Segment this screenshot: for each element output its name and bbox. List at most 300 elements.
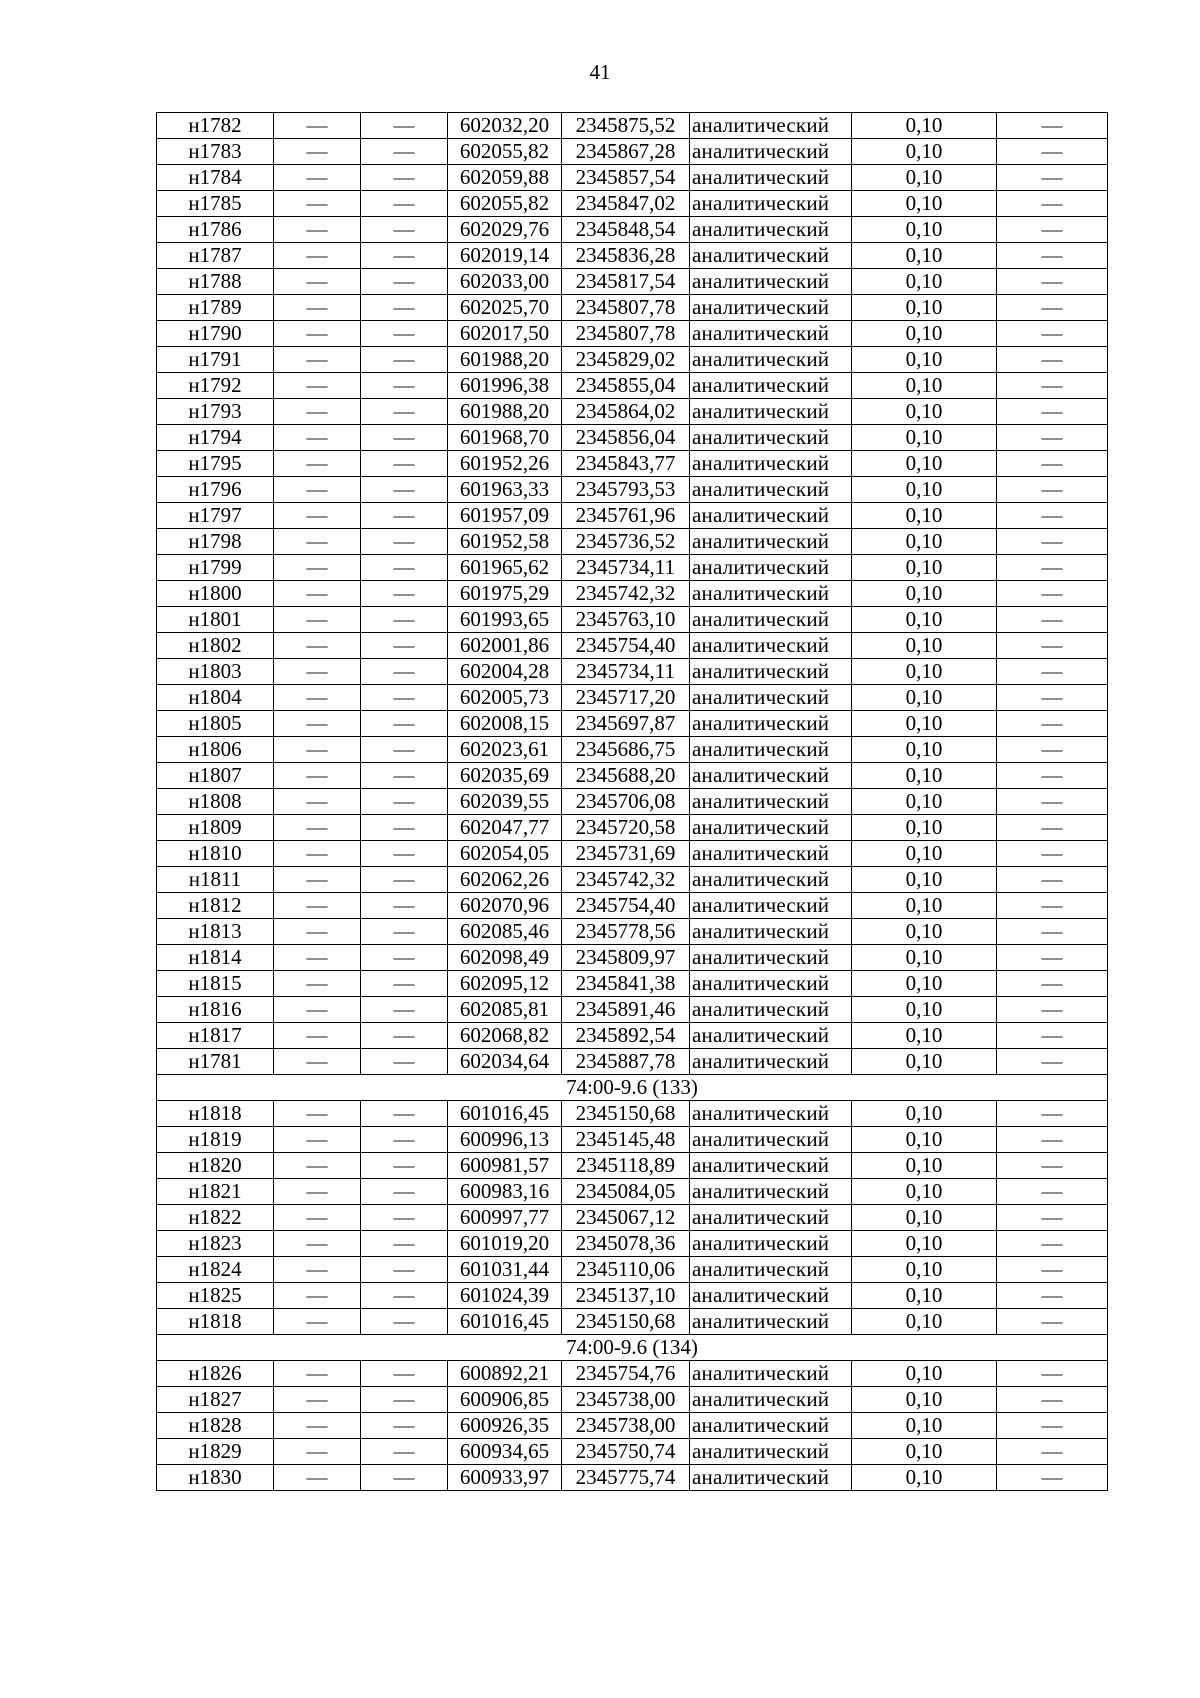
old-x-cell: — [274, 1179, 361, 1205]
x-coordinate-cell: 602025,70 [448, 295, 562, 321]
old-y-cell: — [361, 243, 448, 269]
y-coordinate-cell: 2345145,48 [562, 1127, 690, 1153]
x-coordinate-cell: 601975,29 [448, 581, 562, 607]
y-coordinate-cell: 2345688,20 [562, 763, 690, 789]
table-row [157, 711, 1108, 737]
old-x-cell: — [274, 321, 361, 347]
method-cell: аналитический [690, 997, 852, 1023]
accuracy-cell: 0,10 [852, 1387, 997, 1413]
old-x-cell: — [274, 919, 361, 945]
x-coordinate-cell: 602085,81 [448, 997, 562, 1023]
old-x-cell: — [274, 789, 361, 815]
x-coordinate-cell: 601988,20 [448, 347, 562, 373]
description-cell: — [997, 347, 1108, 373]
point-id-cell: н1806 [157, 737, 274, 763]
table-row [157, 425, 1108, 451]
description-cell: — [997, 1101, 1108, 1127]
old-y-cell: — [361, 789, 448, 815]
table-row [157, 1309, 1108, 1335]
table-row [157, 243, 1108, 269]
old-y-cell: — [361, 295, 448, 321]
y-coordinate-cell: 2345078,36 [562, 1231, 690, 1257]
table-row [157, 1257, 1108, 1283]
method-cell: аналитический [690, 685, 852, 711]
y-coordinate-cell: 2345734,11 [562, 659, 690, 685]
y-coordinate-cell: 2345754,76 [562, 1361, 690, 1387]
y-coordinate-cell: 2345891,46 [562, 997, 690, 1023]
accuracy-cell: 0,10 [852, 373, 997, 399]
coordinates-table [156, 112, 1108, 1491]
accuracy-cell: 0,10 [852, 1361, 997, 1387]
point-id-cell: н1830 [157, 1465, 274, 1491]
old-y-cell: — [361, 1205, 448, 1231]
accuracy-cell: 0,10 [852, 711, 997, 737]
x-coordinate-cell: 601031,44 [448, 1257, 562, 1283]
method-cell: аналитический [690, 1231, 852, 1257]
old-y-cell: — [361, 763, 448, 789]
point-id-cell: н1802 [157, 633, 274, 659]
accuracy-cell: 0,10 [852, 295, 997, 321]
table-row [157, 737, 1108, 763]
x-coordinate-cell: 602062,26 [448, 867, 562, 893]
table-row [157, 1153, 1108, 1179]
old-y-cell: — [361, 1309, 448, 1335]
old-x-cell: — [274, 243, 361, 269]
x-coordinate-cell: 601016,45 [448, 1309, 562, 1335]
description-cell: — [997, 321, 1108, 347]
old-x-cell: — [274, 217, 361, 243]
method-cell: аналитический [690, 425, 852, 451]
method-cell: аналитический [690, 1413, 852, 1439]
method-cell: аналитический [690, 1439, 852, 1465]
accuracy-cell: 0,10 [852, 1309, 997, 1335]
old-x-cell: — [274, 1257, 361, 1283]
table-row [157, 347, 1108, 373]
description-cell: — [997, 1127, 1108, 1153]
x-coordinate-cell: 602095,12 [448, 971, 562, 997]
old-y-cell: — [361, 373, 448, 399]
old-x-cell: — [274, 425, 361, 451]
accuracy-cell: 0,10 [852, 191, 997, 217]
table-row [157, 763, 1108, 789]
old-x-cell: — [274, 269, 361, 295]
accuracy-cell: 0,10 [852, 1231, 997, 1257]
y-coordinate-cell: 2345750,74 [562, 1439, 690, 1465]
x-coordinate-cell: 602034,64 [448, 1049, 562, 1075]
old-x-cell: — [274, 763, 361, 789]
x-coordinate-cell: 601996,38 [448, 373, 562, 399]
y-coordinate-cell: 2345778,56 [562, 919, 690, 945]
method-cell: аналитический [690, 451, 852, 477]
table-row [157, 503, 1108, 529]
description-cell: — [997, 1283, 1108, 1309]
old-y-cell: — [361, 581, 448, 607]
accuracy-cell: 0,10 [852, 1049, 997, 1075]
method-cell: аналитический [690, 945, 852, 971]
table-row [157, 581, 1108, 607]
description-cell: — [997, 1413, 1108, 1439]
x-coordinate-cell: 602054,05 [448, 841, 562, 867]
description-cell: — [997, 529, 1108, 555]
old-x-cell: — [274, 1153, 361, 1179]
accuracy-cell: 0,10 [852, 217, 997, 243]
y-coordinate-cell: 2345686,75 [562, 737, 690, 763]
point-id-cell: н1798 [157, 529, 274, 555]
page-number: 41 [589, 60, 611, 84]
table-row [157, 529, 1108, 555]
accuracy-cell: 0,10 [852, 503, 997, 529]
y-coordinate-cell: 2345892,54 [562, 1023, 690, 1049]
description-cell: — [997, 1361, 1108, 1387]
method-cell: аналитический [690, 1179, 852, 1205]
accuracy-cell: 0,10 [852, 1153, 997, 1179]
method-cell: аналитический [690, 1049, 852, 1075]
method-cell: аналитический [690, 711, 852, 737]
old-x-cell: — [274, 659, 361, 685]
table-row [157, 789, 1108, 815]
method-cell: аналитический [690, 217, 852, 243]
y-coordinate-cell: 2345720,58 [562, 815, 690, 841]
x-coordinate-cell: 602039,55 [448, 789, 562, 815]
method-cell: аналитический [690, 269, 852, 295]
description-cell: — [997, 581, 1108, 607]
table-row [157, 815, 1108, 841]
y-coordinate-cell: 2345150,68 [562, 1309, 690, 1335]
x-coordinate-cell: 602005,73 [448, 685, 562, 711]
x-coordinate-cell: 601952,58 [448, 529, 562, 555]
old-x-cell: — [274, 1023, 361, 1049]
x-coordinate-cell: 602059,88 [448, 165, 562, 191]
old-y-cell: — [361, 555, 448, 581]
x-coordinate-cell: 602098,49 [448, 945, 562, 971]
old-x-cell: — [274, 295, 361, 321]
old-y-cell: — [361, 1231, 448, 1257]
description-cell: — [997, 1465, 1108, 1491]
old-y-cell: — [361, 1465, 448, 1491]
old-x-cell: — [274, 1413, 361, 1439]
point-id-cell: н1812 [157, 893, 274, 919]
accuracy-cell: 0,10 [852, 659, 997, 685]
x-coordinate-cell: 601952,26 [448, 451, 562, 477]
y-coordinate-cell: 2345807,78 [562, 295, 690, 321]
table-row [157, 399, 1108, 425]
table-row [157, 1413, 1108, 1439]
section-label: 74:00-9.6 (133) [157, 1075, 1108, 1101]
table-row [157, 1023, 1108, 1049]
description-cell: — [997, 373, 1108, 399]
method-cell: аналитический [690, 1153, 852, 1179]
old-y-cell: — [361, 1257, 448, 1283]
description-cell: — [997, 295, 1108, 321]
accuracy-cell: 0,10 [852, 919, 997, 945]
method-cell: аналитический [690, 295, 852, 321]
point-id-cell: н1787 [157, 243, 274, 269]
y-coordinate-cell: 2345887,78 [562, 1049, 690, 1075]
y-coordinate-cell: 2345875,52 [562, 113, 690, 139]
y-coordinate-cell: 2345067,12 [562, 1205, 690, 1231]
y-coordinate-cell: 2345118,89 [562, 1153, 690, 1179]
accuracy-cell: 0,10 [852, 607, 997, 633]
table-row [157, 919, 1108, 945]
point-id-cell: н1822 [157, 1205, 274, 1231]
old-y-cell: — [361, 503, 448, 529]
point-id-cell: н1805 [157, 711, 274, 737]
old-y-cell: — [361, 685, 448, 711]
table-row [157, 1101, 1108, 1127]
method-cell: аналитический [690, 1283, 852, 1309]
table-row [157, 555, 1108, 581]
point-id-cell: н1785 [157, 191, 274, 217]
y-coordinate-cell: 2345137,10 [562, 1283, 690, 1309]
accuracy-cell: 0,10 [852, 581, 997, 607]
old-x-cell: — [274, 633, 361, 659]
y-coordinate-cell: 2345742,32 [562, 867, 690, 893]
method-cell: аналитический [690, 789, 852, 815]
method-cell: аналитический [690, 529, 852, 555]
table-row [157, 451, 1108, 477]
table-row [157, 685, 1108, 711]
x-coordinate-cell: 601963,33 [448, 477, 562, 503]
old-x-cell: — [274, 737, 361, 763]
table-row [157, 997, 1108, 1023]
description-cell: — [997, 1439, 1108, 1465]
y-coordinate-cell: 2345856,04 [562, 425, 690, 451]
old-y-cell: — [361, 1023, 448, 1049]
table-row [157, 1387, 1108, 1413]
description-cell: — [997, 113, 1108, 139]
old-y-cell: — [361, 347, 448, 373]
y-coordinate-cell: 2345736,52 [562, 529, 690, 555]
description-cell: — [997, 841, 1108, 867]
description-cell: — [997, 971, 1108, 997]
old-y-cell: — [361, 529, 448, 555]
method-cell: аналитический [690, 815, 852, 841]
y-coordinate-cell: 2345731,69 [562, 841, 690, 867]
x-coordinate-cell: 601019,20 [448, 1231, 562, 1257]
point-id-cell: н1820 [157, 1153, 274, 1179]
old-y-cell: — [361, 477, 448, 503]
accuracy-cell: 0,10 [852, 997, 997, 1023]
x-coordinate-cell: 602070,96 [448, 893, 562, 919]
table-row [157, 1179, 1108, 1205]
table-row [157, 607, 1108, 633]
x-coordinate-cell: 602029,76 [448, 217, 562, 243]
description-cell: — [997, 1049, 1108, 1075]
y-coordinate-cell: 2345829,02 [562, 347, 690, 373]
section-row [157, 1335, 1108, 1361]
old-x-cell: — [274, 113, 361, 139]
accuracy-cell: 0,10 [852, 815, 997, 841]
x-coordinate-cell: 602004,28 [448, 659, 562, 685]
accuracy-cell: 0,10 [852, 893, 997, 919]
accuracy-cell: 0,10 [852, 269, 997, 295]
description-cell: — [997, 555, 1108, 581]
x-coordinate-cell: 600997,77 [448, 1205, 562, 1231]
accuracy-cell: 0,10 [852, 685, 997, 711]
old-y-cell: — [361, 841, 448, 867]
accuracy-cell: 0,10 [852, 139, 997, 165]
old-y-cell: — [361, 1283, 448, 1309]
method-cell: аналитический [690, 1257, 852, 1283]
old-x-cell: — [274, 1283, 361, 1309]
old-x-cell: — [274, 607, 361, 633]
point-id-cell: н1781 [157, 1049, 274, 1075]
description-cell: — [997, 815, 1108, 841]
description-cell: — [997, 1257, 1108, 1283]
method-cell: аналитический [690, 1465, 852, 1491]
method-cell: аналитический [690, 971, 852, 997]
coordinates-table-body [157, 113, 1108, 1491]
point-id-cell: н1800 [157, 581, 274, 607]
accuracy-cell: 0,10 [852, 113, 997, 139]
old-y-cell: — [361, 1127, 448, 1153]
old-y-cell: — [361, 1387, 448, 1413]
old-x-cell: — [274, 477, 361, 503]
point-id-cell: н1794 [157, 425, 274, 451]
point-id-cell: н1793 [157, 399, 274, 425]
old-y-cell: — [361, 191, 448, 217]
table-row [157, 477, 1108, 503]
description-cell: — [997, 607, 1108, 633]
accuracy-cell: 0,10 [852, 763, 997, 789]
description-cell: — [997, 1205, 1108, 1231]
old-x-cell: — [274, 399, 361, 425]
accuracy-cell: 0,10 [852, 451, 997, 477]
old-x-cell: — [274, 165, 361, 191]
accuracy-cell: 0,10 [852, 347, 997, 373]
old-y-cell: — [361, 1439, 448, 1465]
description-cell: — [997, 451, 1108, 477]
x-coordinate-cell: 600983,16 [448, 1179, 562, 1205]
old-y-cell: — [361, 711, 448, 737]
accuracy-cell: 0,10 [852, 633, 997, 659]
y-coordinate-cell: 2345809,97 [562, 945, 690, 971]
old-y-cell: — [361, 399, 448, 425]
old-y-cell: — [361, 139, 448, 165]
old-y-cell: — [361, 633, 448, 659]
x-coordinate-cell: 601988,20 [448, 399, 562, 425]
y-coordinate-cell: 2345761,96 [562, 503, 690, 529]
accuracy-cell: 0,10 [852, 1439, 997, 1465]
accuracy-cell: 0,10 [852, 165, 997, 191]
table-row [157, 1127, 1108, 1153]
description-cell: — [997, 425, 1108, 451]
method-cell: аналитический [690, 1023, 852, 1049]
point-id-cell: н1815 [157, 971, 274, 997]
accuracy-cell: 0,10 [852, 1413, 997, 1439]
old-x-cell: — [274, 815, 361, 841]
method-cell: аналитический [690, 347, 852, 373]
x-coordinate-cell: 600981,57 [448, 1153, 562, 1179]
old-x-cell: — [274, 191, 361, 217]
x-coordinate-cell: 601016,45 [448, 1101, 562, 1127]
description-cell: — [997, 191, 1108, 217]
method-cell: аналитический [690, 165, 852, 191]
method-cell: аналитический [690, 737, 852, 763]
accuracy-cell: 0,10 [852, 555, 997, 581]
point-id-cell: н1791 [157, 347, 274, 373]
y-coordinate-cell: 2345843,77 [562, 451, 690, 477]
description-cell: — [997, 945, 1108, 971]
table-row [157, 295, 1108, 321]
y-coordinate-cell: 2345754,40 [562, 893, 690, 919]
description-cell: — [997, 919, 1108, 945]
old-y-cell: — [361, 919, 448, 945]
old-y-cell: — [361, 269, 448, 295]
description-cell: — [997, 399, 1108, 425]
old-y-cell: — [361, 1413, 448, 1439]
method-cell: аналитический [690, 1387, 852, 1413]
old-y-cell: — [361, 217, 448, 243]
y-coordinate-cell: 2345734,11 [562, 555, 690, 581]
x-coordinate-cell: 600933,97 [448, 1465, 562, 1491]
old-x-cell: — [274, 1465, 361, 1491]
point-id-cell: н1808 [157, 789, 274, 815]
x-coordinate-cell: 602017,50 [448, 321, 562, 347]
description-cell: — [997, 659, 1108, 685]
old-y-cell: — [361, 945, 448, 971]
description-cell: — [997, 737, 1108, 763]
method-cell: аналитический [690, 1205, 852, 1231]
description-cell: — [997, 269, 1108, 295]
y-coordinate-cell: 2345717,20 [562, 685, 690, 711]
accuracy-cell: 0,10 [852, 867, 997, 893]
table-row [157, 893, 1108, 919]
old-x-cell: — [274, 1361, 361, 1387]
description-cell: — [997, 1179, 1108, 1205]
old-x-cell: — [274, 893, 361, 919]
old-x-cell: — [274, 555, 361, 581]
x-coordinate-cell: 600996,13 [448, 1127, 562, 1153]
point-id-cell: н1818 [157, 1309, 274, 1335]
x-coordinate-cell: 602085,46 [448, 919, 562, 945]
y-coordinate-cell: 2345110,06 [562, 1257, 690, 1283]
point-id-cell: н1821 [157, 1179, 274, 1205]
table-row [157, 1439, 1108, 1465]
method-cell: аналитический [690, 763, 852, 789]
x-coordinate-cell: 601024,39 [448, 1283, 562, 1309]
method-cell: аналитический [690, 113, 852, 139]
y-coordinate-cell: 2345706,08 [562, 789, 690, 815]
y-coordinate-cell: 2345847,02 [562, 191, 690, 217]
old-x-cell: — [274, 1101, 361, 1127]
y-coordinate-cell: 2345754,40 [562, 633, 690, 659]
point-id-cell: н1783 [157, 139, 274, 165]
y-coordinate-cell: 2345150,68 [562, 1101, 690, 1127]
table-row [157, 1231, 1108, 1257]
table-row [157, 1049, 1108, 1075]
y-coordinate-cell: 2345836,28 [562, 243, 690, 269]
y-coordinate-cell: 2345793,53 [562, 477, 690, 503]
table-row [157, 1361, 1108, 1387]
accuracy-cell: 0,10 [852, 737, 997, 763]
point-id-cell: н1786 [157, 217, 274, 243]
point-id-cell: н1826 [157, 1361, 274, 1387]
y-coordinate-cell: 2345738,00 [562, 1413, 690, 1439]
method-cell: аналитический [690, 373, 852, 399]
old-x-cell: — [274, 1231, 361, 1257]
description-cell: — [997, 165, 1108, 191]
y-coordinate-cell: 2345084,05 [562, 1179, 690, 1205]
method-cell: аналитический [690, 581, 852, 607]
description-cell: — [997, 1231, 1108, 1257]
y-coordinate-cell: 2345867,28 [562, 139, 690, 165]
x-coordinate-cell: 602055,82 [448, 191, 562, 217]
old-y-cell: — [361, 165, 448, 191]
point-id-cell: н1797 [157, 503, 274, 529]
x-coordinate-cell: 600934,65 [448, 1439, 562, 1465]
old-y-cell: — [361, 1361, 448, 1387]
